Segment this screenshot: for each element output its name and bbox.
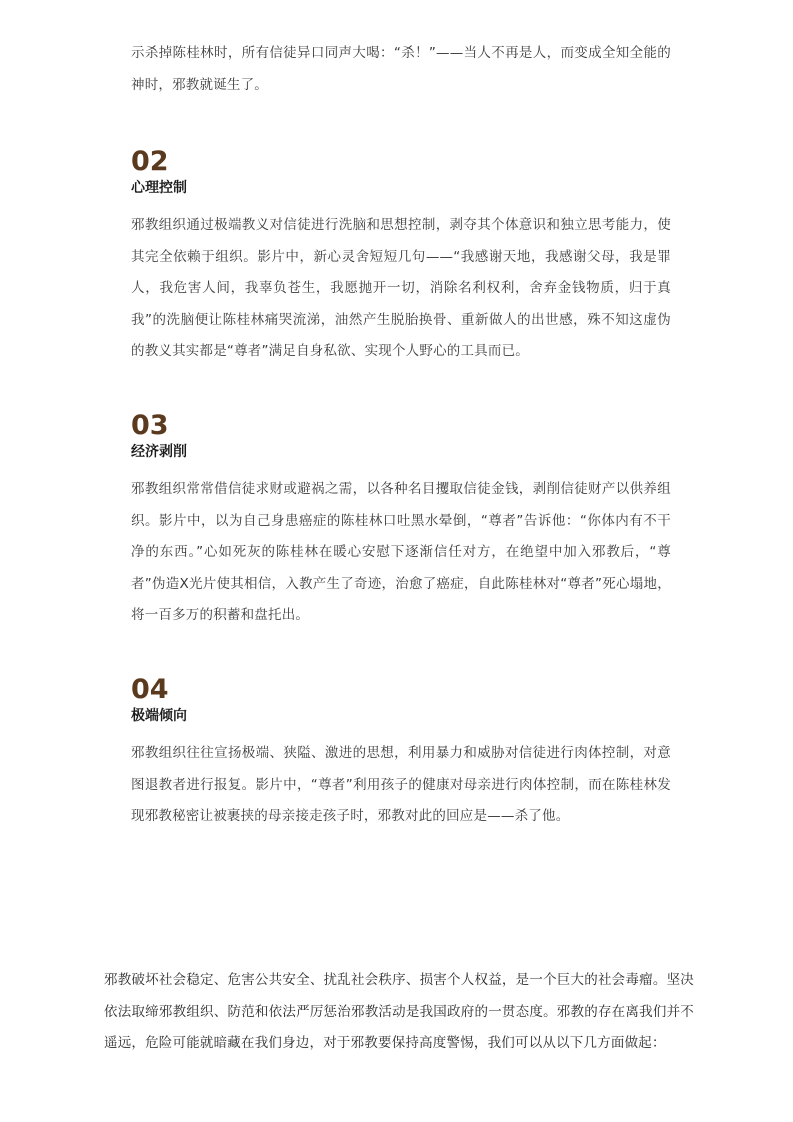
section-number: 04 bbox=[131, 674, 169, 705]
section-title: 经济剥削 bbox=[131, 444, 187, 460]
intro-block bbox=[131, 38, 671, 101]
closing-paragraph: 邪教破坏社会稳定、危害公共安全、扰乱社会秩序、损害个人权益，是一个巨大的社会毒瘤。坚决依法取缔邪教组织、防范和依法严厉惩治邪教活动是我国政府的一贯态度。邪教的存在离我们并不遥远，危险可能就暗藏在我们身边，对于邪教要保持高度警惕，我们可以从以下几方面做起： bbox=[104, 972, 694, 1051]
section-04 bbox=[131, 674, 671, 833]
section-paragraph: 邪教组织常常借信徒求财或避祸之需，以各种名目攫取信徒金钱，剥削信徒财产以供养组织。影片中，以为自己身患癌症的陈桂林口吐黑水晕倒，“尊者”告诉他：“你体内有不干净的东西。”心如死灰的陈桂林在暖心安慰下逐渐信任对方，在绝望中加入邪教后，“尊者”伪造X光片使其相信，入教产生了奇迹，治愈了癌症，自此陈桂林对“尊者”死心塌地，将一百多万的积蓄和盘托出。 bbox=[131, 481, 671, 623]
section-paragraph: 邪教组织往往宣扬极端、狭隘、激进的思想，利用暴力和威胁对信徒进行肉体控制，对意图退教者进行报复。影片中，“尊者”利用孩子的健康对母亲进行肉体控制，而在陈桂林发现邪教秘密让被裹挟的母亲接走孩子时，邪教对此的回应是——杀了他。 bbox=[131, 745, 671, 824]
section-03 bbox=[131, 410, 671, 632]
section-number: 02 bbox=[131, 146, 169, 177]
intro-paragraph: 示杀掉陈桂林时，所有信徒异口同声大喝：“杀！”——当人不再是人，而变成全知全能的神时，邪教就诞生了。 bbox=[131, 45, 671, 93]
section-02 bbox=[131, 146, 671, 368]
section-paragraph: 邪教组织通过极端教义对信徒进行洗脑和思想控制，剥夺其个体意识和独立思考能力，使其完全依赖于组织。影片中，新心灵舍短短几句——“我感谢天地，我感谢父母，我是罪人，我危害人间，我辜负苍生，我愿抛开一切，消除名利权利，舍弃金钱物质，归于真我”的洗脑便让陈桂林痛哭流涕，油然产生脱胎换骨、重新做人的出世感，殊不知这虚伪的教义其实都是“尊者”满足自身私欲、实现个人野心的工具而已。 bbox=[131, 217, 671, 359]
section-title: 极端倾向 bbox=[131, 708, 187, 724]
section-title: 心理控制 bbox=[131, 180, 187, 196]
section-number: 03 bbox=[131, 410, 169, 441]
closing-block bbox=[104, 965, 694, 1060]
